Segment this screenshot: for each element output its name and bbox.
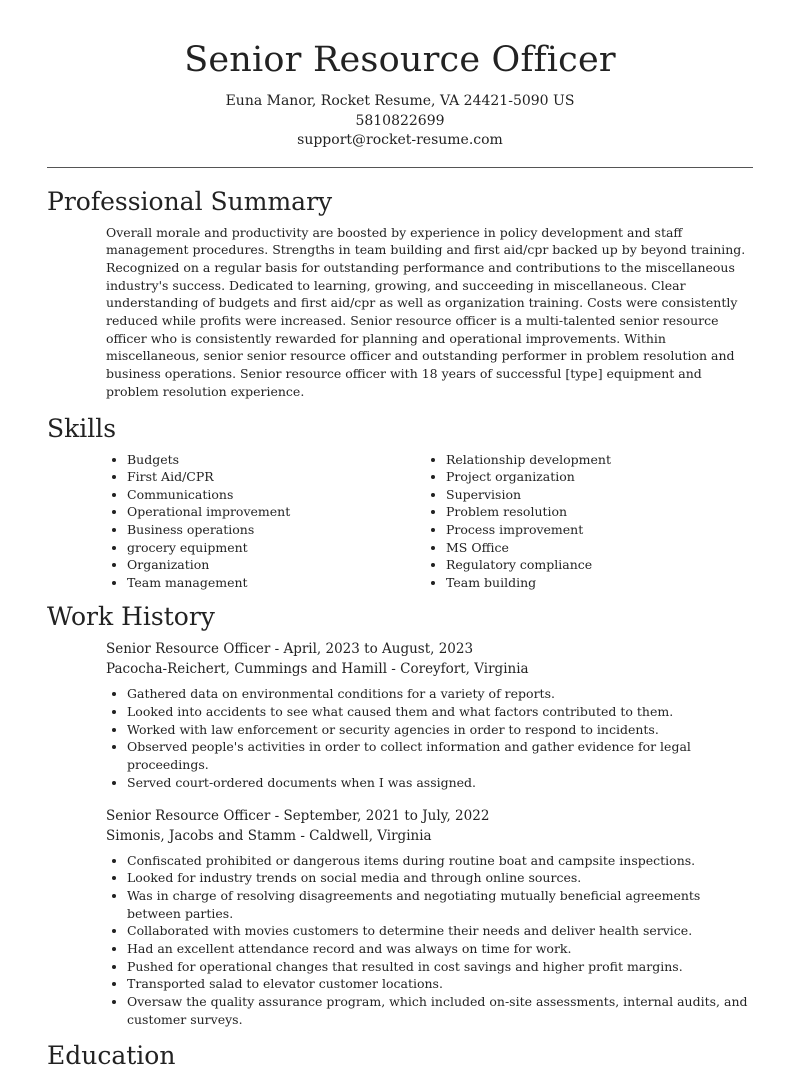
job-entry: [106, 806, 753, 1029]
duty-item: • Pushed for operational changes that resulted in cost savings and higher profit margins.: [127, 958, 753, 976]
contact-address: Euna Manor, Rocket Resume, VA 24421-5090 US: [225, 93, 575, 109]
contact-info: [0, 92, 800, 151]
duty-item: • Looked for industry trends on social media and through online sources.: [127, 869, 753, 887]
skill-item: • Operational improvement: [127, 503, 425, 521]
work-history-section: [0, 602, 800, 1028]
resume-header: [0, 0, 800, 151]
duty-item: • Confiscated prohibited or dangerous items during routine boat and campsite inspections.: [127, 852, 753, 870]
duty-item: • Observed people's activities in order to collect information and gather evidence for legal proceedings.: [127, 738, 753, 773]
skill-item: • Problem resolution: [446, 503, 744, 521]
skill-item: • Project organization: [446, 468, 744, 486]
skills-column-left: [106, 451, 425, 592]
skill-item: • Organization: [127, 556, 425, 574]
duty-item: • Had an excellent attendance record and was always on time for work.: [127, 940, 753, 958]
job-company-line: Simonis, Jacobs and Stamm - Caldwell, Virginia: [106, 827, 432, 844]
skills-heading: Skills: [47, 413, 117, 443]
duty-item: • Worked with law enforcement or security agencies in order to respond to incidents.: [127, 721, 753, 739]
contact-phone: 5810822699: [355, 112, 445, 129]
duty-item: • Was in charge of resolving disagreements and negotiating mutually beneficial agreements between parties.: [127, 887, 753, 922]
skill-item: • Budgets: [127, 451, 425, 469]
summary-text: Overall morale and productivity are boosted by experience in policy development and staff management procedures. Strengths in team building and first aid/cpr backed up by beyond training. Recognized on a regular basis for outstanding performance and contributions to the miscellaneous industry's success. Dedicated to learning, growing, and succeeding in miscellaneous. Clear understanding of budgets and first aid/cpr as well as organization training. Costs were consistently reduced while profits were increased. Senior resource officer is a multi-talented senior resource officer who is consistently rewarded for planning and operational improvements. Within miscellaneous, senior senior resource officer and outstanding performer in problem resolution and business operations. Senior resource officer with 18 years of successful [type] equipment and problem resolution experience.: [106, 224, 746, 399]
duty-item: • Oversaw the quality assurance program, which included on-site assessments, internal audits, and customer surveys.: [127, 993, 753, 1028]
job-title-line: Senior Resource Officer - April, 2023 to August, 2023: [106, 641, 474, 658]
skill-item: • Process improvement: [446, 521, 744, 539]
duty-item: • Gathered data on environmental conditions for a variety of reports.: [127, 685, 753, 703]
skill-item: • Relationship development: [446, 451, 744, 469]
summary-heading: Professional Summary: [47, 186, 333, 216]
skill-item: • grocery equipment: [127, 539, 425, 557]
header-divider: [47, 167, 753, 168]
skills-columns: [106, 451, 753, 592]
skill-item: • Communications: [127, 486, 425, 504]
work-history-heading: Work History: [47, 602, 215, 632]
contact-email: support@rocket-resume.com: [297, 132, 503, 148]
duty-item: • Served court-ordered documents when I was assigned.: [127, 774, 753, 792]
job-title-line: Senior Resource Officer - September, 2021 to July, 2022: [106, 807, 490, 824]
skill-item: • Business operations: [127, 521, 425, 539]
education-heading: Education: [47, 1040, 176, 1070]
skill-item: • Regulatory compliance: [446, 556, 744, 574]
skill-item: • MS Office: [446, 539, 744, 557]
skills-section: [0, 414, 800, 592]
job-duties: [106, 685, 753, 791]
job-entry: [106, 639, 753, 791]
summary-section: [0, 187, 800, 401]
skill-item: • Supervision: [446, 486, 744, 504]
skill-item: • Team management: [127, 574, 425, 592]
education-section: [0, 1041, 800, 1070]
duty-item: • Looked into accidents to see what caused them and what factors contributed to them.: [127, 703, 753, 721]
duty-item: • Transported salad to elevator customer locations.: [127, 975, 753, 993]
skills-column-right: [425, 451, 744, 592]
skill-item: • Team building: [446, 574, 744, 592]
skill-item: • First Aid/CPR: [127, 468, 425, 486]
duty-item: • Collaborated with movies customers to determine their needs and deliver health service.: [127, 922, 753, 940]
job-duties: [106, 852, 753, 1029]
job-company-line: Pacocha-Reichert, Cummings and Hamill - Coreyfort, Virginia: [106, 661, 529, 678]
page-title: Senior Resource Officer: [184, 40, 616, 80]
